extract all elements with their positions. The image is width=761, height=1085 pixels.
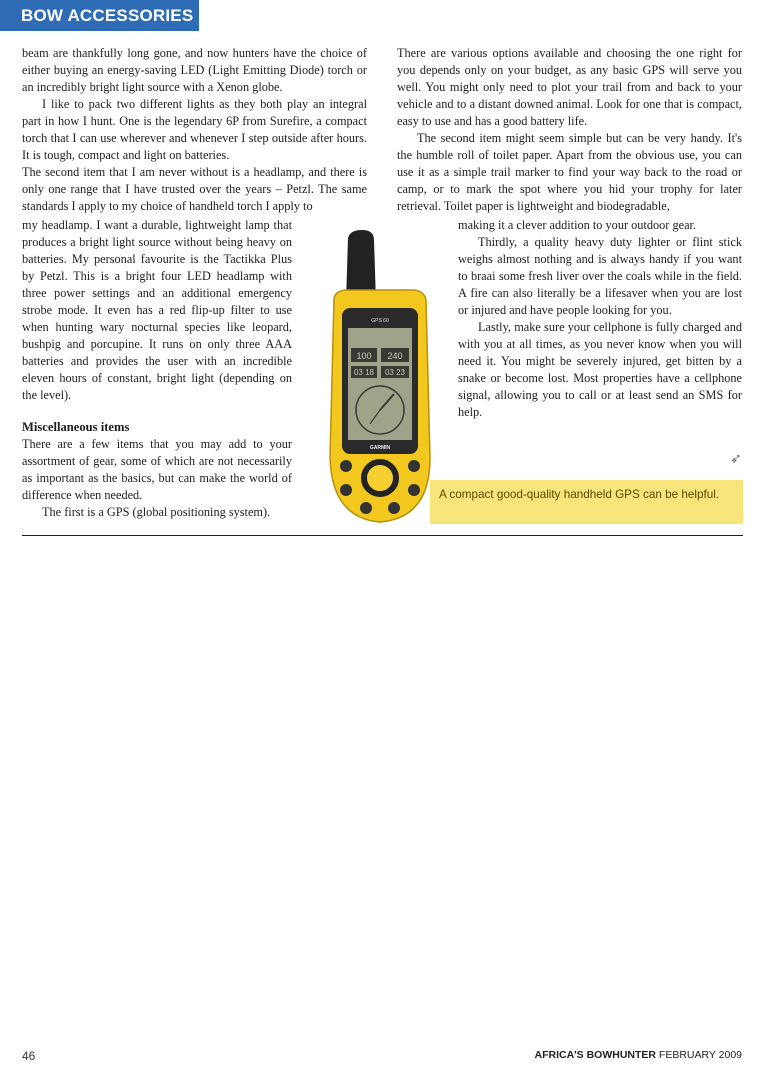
gps-button — [408, 484, 420, 496]
paragraph: beam are thankfully long gone, and now hunters have the choice of either buying an energy-saving LED (Light Emitting Diode) torch or an incredibly bright light source with a Xenon globe. — [22, 46, 367, 94]
misc-section — [22, 419, 292, 521]
paragraph: There are various options available and choosing the one right for you depends only on your budget, as any basic GPS will serve you well. You might only need to plot your trail from and back to your vehicle and to a distant downed animal. Look for one that is compact, easy to use and has a good battery life. — [397, 46, 742, 128]
paragraph: Thirdly, a quality heavy duty lighter or flint stick weighs almost nothing and is always handy if you want to braai some fresh liver over the coals while in the field. A fire can also literally be a lifesaver when you are lost or injured and have people looking for you. — [458, 235, 742, 317]
misc-heading: Miscellaneous items — [22, 420, 130, 434]
gps-readout: 03 23 — [384, 368, 406, 377]
gps-dpad — [364, 462, 396, 494]
section-tag: BOW ACCESSORIES — [0, 0, 199, 31]
paragraph: The first is a GPS (global positioning system). — [42, 505, 271, 519]
gps-device-image — [326, 228, 434, 524]
left-column-wrap — [22, 217, 292, 404]
paragraph: my headlamp. I want a durable, lightweight lamp that produces a bright light source without being heavy on batteries. My personal favourite is the Tactikka Plus by Petzl. This is a bright four LED headlamp with three power settings and an additional emergency strobe mode. It even has a red flip-up filter to use when hunting wary nocturnal species like leopard, bushpig and porcupine. It runs on only three AAA batteries and provides the user with an incredible eleven hours of constant, bright light (depending on the level). — [22, 218, 292, 402]
gps-readout: 240 — [387, 351, 403, 361]
gps-button — [388, 502, 400, 514]
end-mark-icon: ➶ — [730, 451, 742, 467]
page-number: 46 — [22, 1049, 36, 1063]
paragraph: There are a few items that you may add to your assortment of gear, some of which are not necessarily as important as the basics, but can make the world of difference when needed. — [22, 437, 292, 502]
paragraph: Lastly, make sure your cellphone is fully charged and with you at all times, as you never know when you will need it. You might be severely injured, get bitten by a snake or become lost. Most properties have a cellphone signal, allowing you to call or at least send an SMS for help. — [458, 320, 742, 419]
divider — [22, 535, 743, 536]
left-column-top — [22, 45, 367, 215]
right-column-top — [397, 45, 742, 215]
gps-brand: GARMIN — [369, 445, 391, 451]
gps-screen — [348, 328, 412, 440]
gps-button — [408, 460, 420, 472]
gps-button — [360, 502, 372, 514]
gps-readout: 03 18 — [353, 368, 375, 377]
gps-model: GPS 60 — [371, 318, 389, 324]
paragraph: making it a clever addition to your outdoor gear. — [458, 218, 697, 232]
paragraph: The second item that I am never without is a headlamp, and there is only one range that I have trusted over the years – Petzl. The same standards I apply to my choice of handheld torch I apply to — [22, 165, 367, 213]
right-column-wrap — [458, 217, 742, 421]
footer-magazine — [535, 1049, 743, 1061]
gps-button — [340, 460, 352, 472]
gps-button — [340, 484, 352, 496]
paragraph: The second item might seem simple but can be very handy. It's the humble roll of toilet paper. Apart from the obvious use, you can use it as a simple trail marker to find your way back to the road or camp, or to mark the spot where you hid your trophy for later retrieval. Toilet paper is lightweight and biodegradable, — [397, 131, 742, 213]
magazine-name: AFRICA'S BOWHUNTER — [534, 1049, 656, 1061]
paragraph: I like to pack two different lights as they both play an integral part in how I hunt. One is the legendary 6P from Surefire, a compact torch that I can use wherever and whenever I step outside after hours. It is tough, compact and light on batteries. — [22, 97, 367, 162]
gps-readout: 100 — [356, 351, 372, 361]
issue-date: FEBRUARY 2009 — [658, 1049, 742, 1061]
image-caption: A compact good-quality handheld GPS can be helpful. — [430, 480, 743, 524]
